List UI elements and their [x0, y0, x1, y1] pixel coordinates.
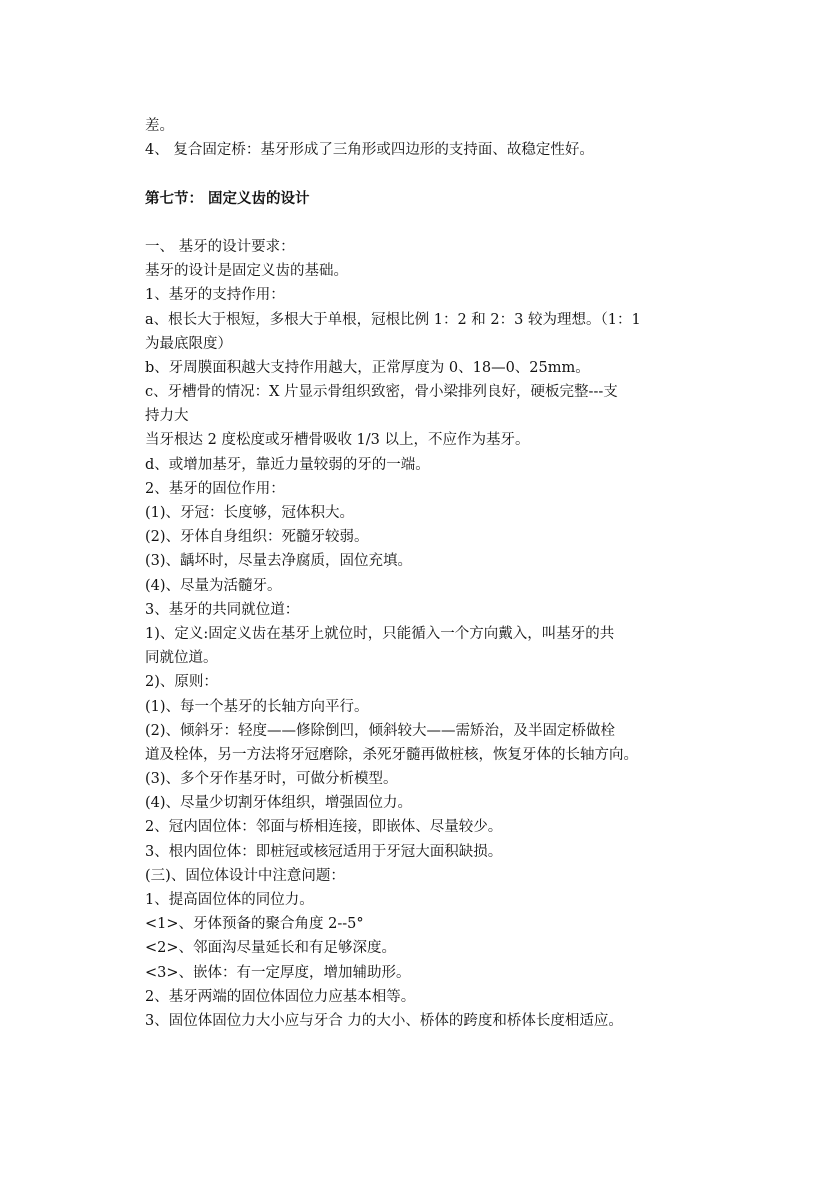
text-line: <3>、嵌体：有一定厚度，增加辅助形。: [145, 964, 411, 981]
text-line: 2、基牙两端的固位体固位力应基本相等。: [145, 988, 416, 1005]
text-line: (1)、每一个基牙的长轴方向平行。: [145, 698, 369, 715]
text-line: 3、根内固位体：即桩冠或核冠适用于牙冠大面积缺损。: [145, 843, 503, 860]
text-line: 当牙根达 2 度松度或牙槽骨吸收 1/3 以上，不应作为基牙。: [145, 432, 530, 449]
text-line: 1、提高固位体的同位力。: [145, 892, 314, 908]
text-line: 2、冠内固位体：邻面与桥相连接，即嵌体、尽量较少。: [145, 819, 503, 836]
document-page: [145, 114, 705, 1033]
text-line: b、牙周膜面积越大支持作用越大，正常厚度为 0、18—0、25mm。: [145, 359, 590, 376]
text-line: 3、基牙的共同就位道：: [145, 601, 300, 618]
text-line: (4)、尽量少切割牙体组织，增强固位力。: [145, 795, 413, 812]
text-line: <1>、牙体预备的聚合角度 2--5°: [145, 916, 364, 933]
text-line: 道及栓体，另一方法将牙冠磨除，杀死牙髓再做桩核，恢复牙体的长轴方向。: [145, 746, 638, 763]
text-line: (2)、倾斜牙：轻度——修除倒凹，倾斜较大——需矫治，及半固定桥做栓: [145, 722, 616, 739]
text-line: 3、固位体固位力大小应与牙合 力的大小、桥体的跨度和桥体长度相适应。: [145, 1012, 623, 1029]
top-text-block: [145, 114, 705, 162]
text-line: a、根长大于根短，多根大于单根，冠根比例 1：2 和 2：3 较为理想。（1：1: [145, 311, 641, 328]
section-heading: 第七节： 固定义齿的设计: [145, 189, 310, 207]
text-line: (三)、固位体设计中注意问题：: [145, 867, 345, 884]
text-line: c、牙槽骨的情况：X 片显示骨组织致密，骨小梁排列良好，硬板完整---支: [145, 384, 618, 401]
text-line: 基牙的设计是固定义齿的基础。: [145, 263, 348, 280]
text-line: (4)、尽量为活髓牙。: [145, 577, 282, 594]
text-line: d、或增加基牙，靠近力量较弱的牙的一端。: [145, 456, 430, 473]
text-line: <2>、邻面沟尽量延长和有足够深度。: [145, 940, 397, 957]
text-line: 一、 基牙的设计要求：: [145, 238, 295, 255]
text-line: (1)、牙冠：长度够，冠体积大。: [145, 505, 355, 521]
text-line: (2)、牙体自身组织：死髓牙较弱。: [145, 529, 369, 546]
text-line: 2、基牙的固位作用：: [145, 480, 285, 497]
text-line: 差。: [145, 118, 174, 134]
text-line: 同就位道。: [145, 650, 218, 667]
body-text-block: [145, 235, 705, 1033]
text-line: 4、 复合固定桥：基牙形成了三角形或四边形的支持面、故稳定性好。: [145, 142, 594, 159]
text-line: 2)、原则：: [145, 674, 218, 691]
text-line: 1、基牙的支持作用：: [145, 287, 285, 304]
text-line: 持力大: [145, 408, 189, 425]
text-line: (3)、多个牙作基牙时，可做分析模型。: [145, 771, 398, 788]
text-line: (3)、龋坏时，尽量去净腐质，固位充填。: [145, 553, 413, 570]
text-line: 为最底限度）: [145, 335, 232, 352]
spacer: [145, 211, 705, 235]
text-line: 1)、定义:固定义齿在基牙上就位时，只能循入一个方向戴入，叫基牙的共: [145, 625, 615, 642]
spacer: [145, 162, 705, 186]
